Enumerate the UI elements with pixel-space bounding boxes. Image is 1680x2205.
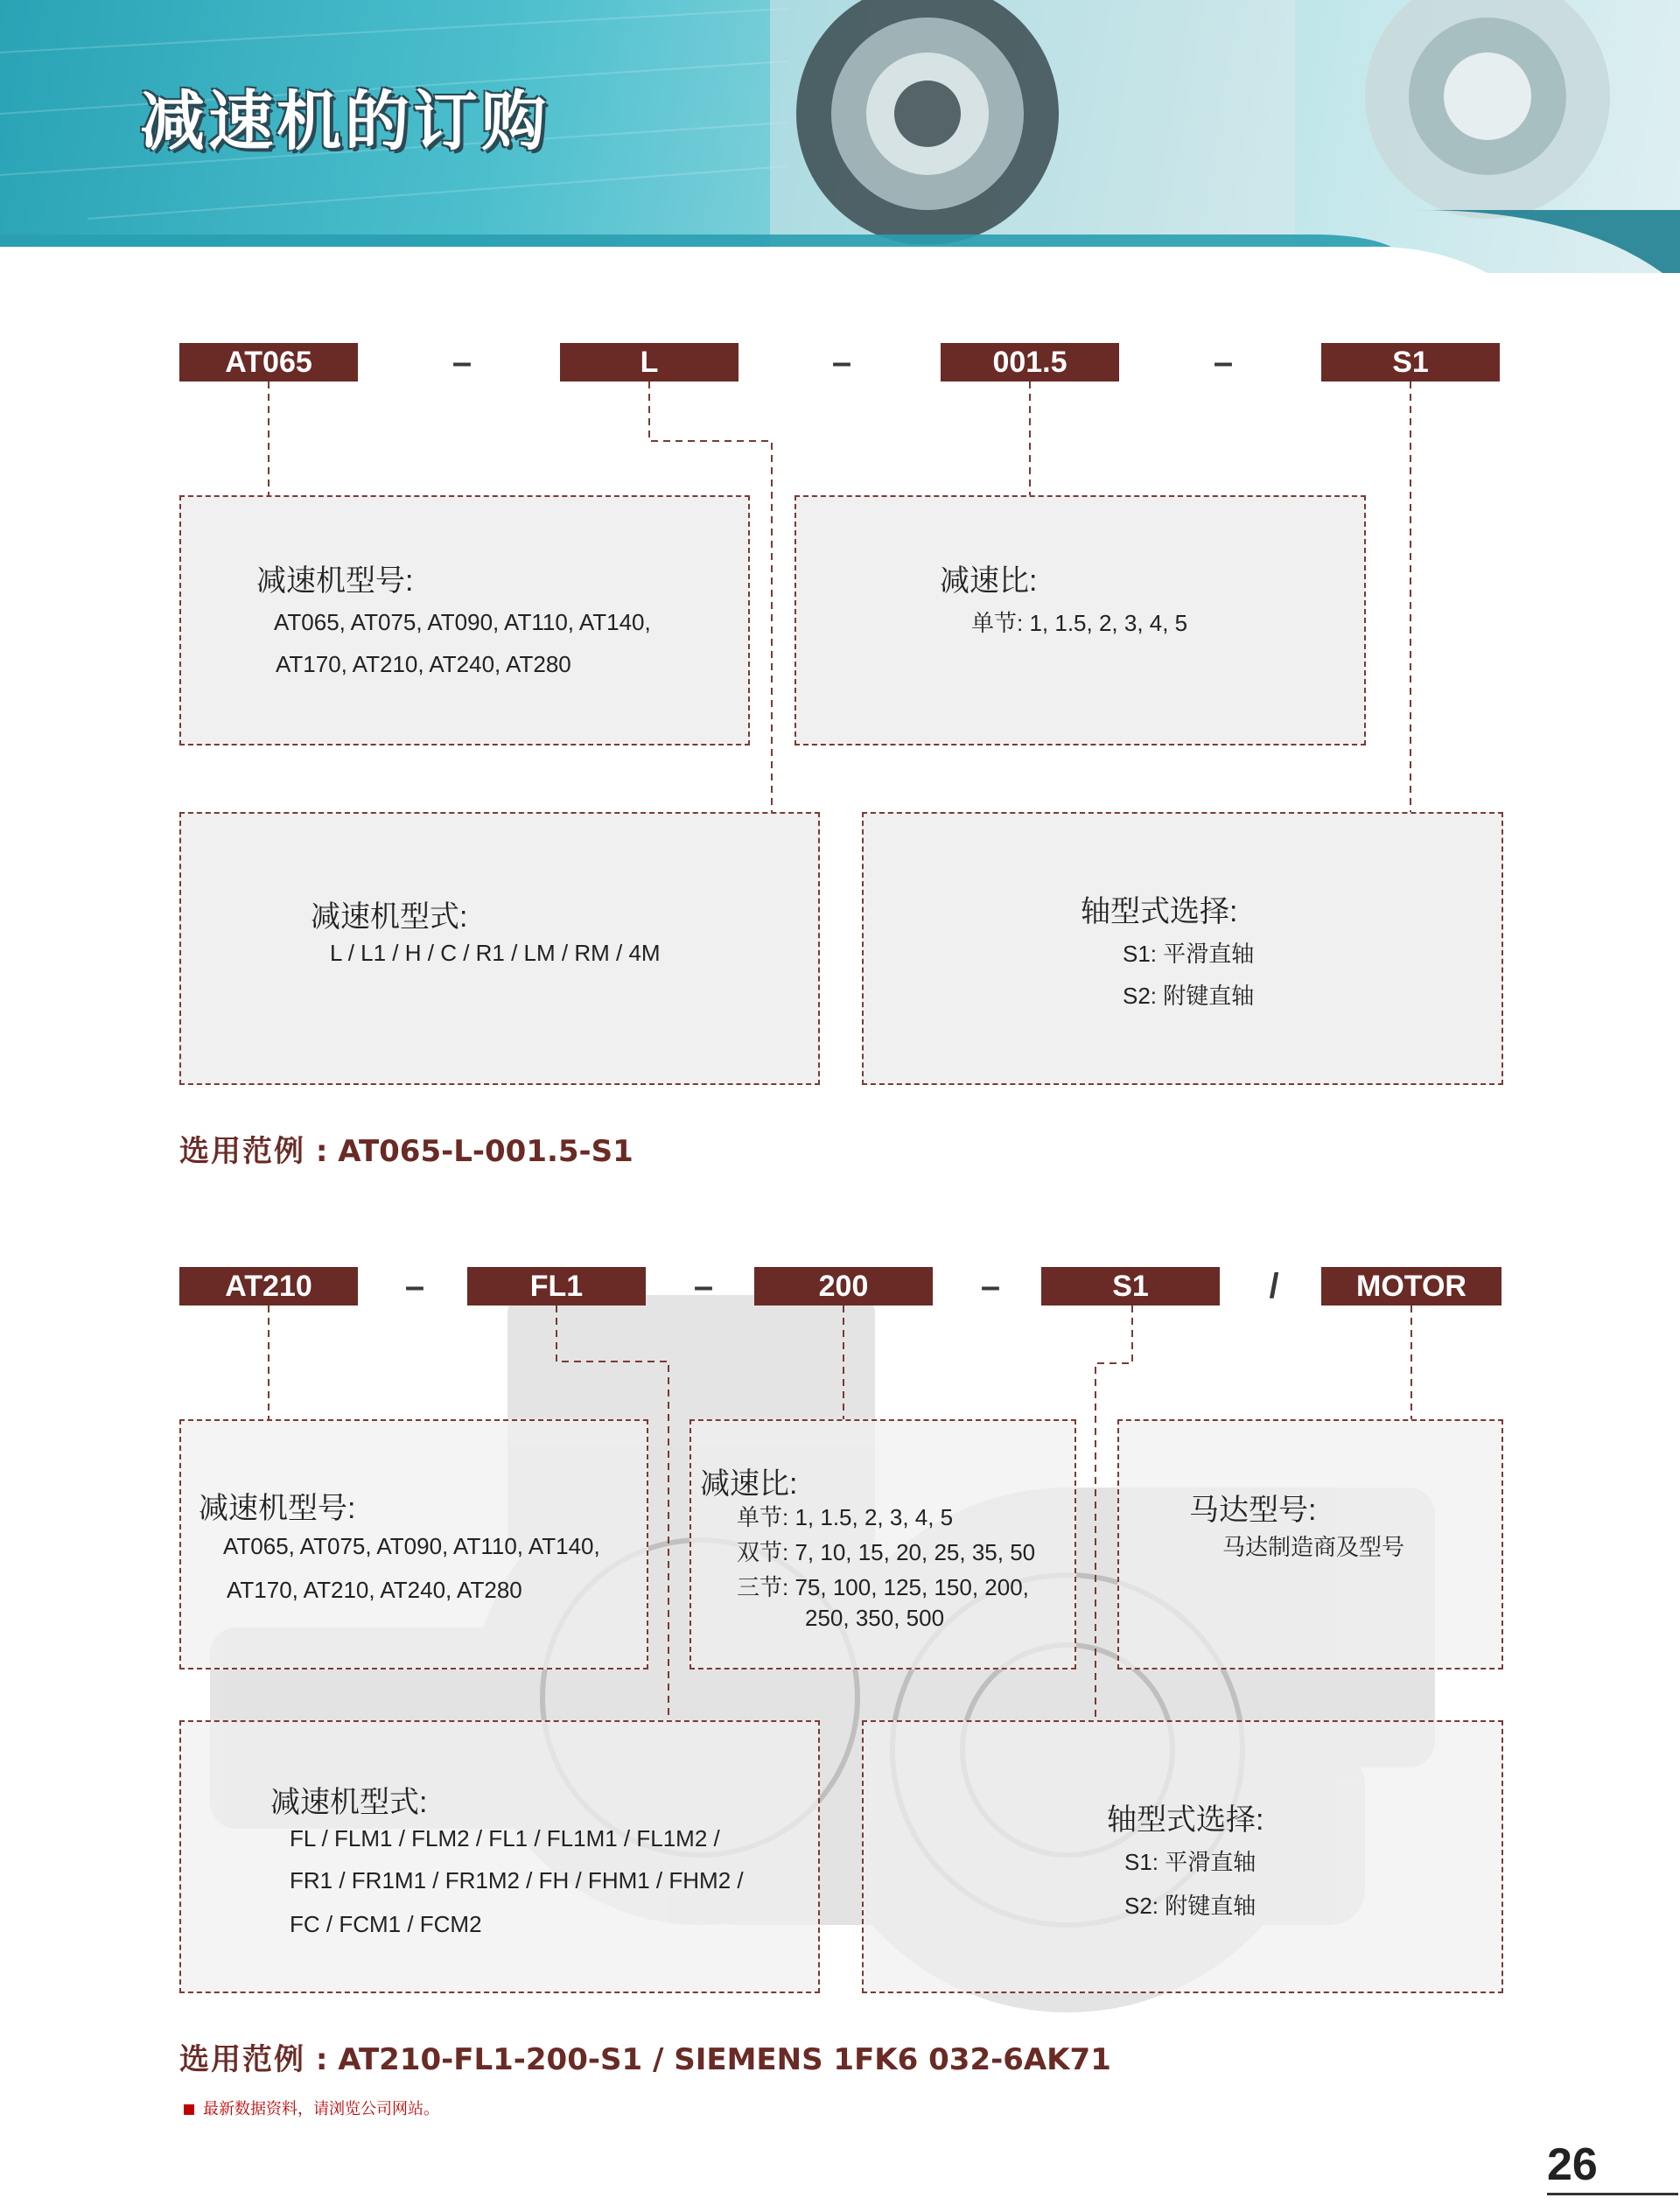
box-line: S1: 平滑直轴 xyxy=(1123,941,1255,967)
box-title: 减速机型号: xyxy=(256,564,414,598)
box-title: 减速比: xyxy=(940,564,1038,598)
info-box-motor xyxy=(1117,1419,1503,1670)
box-line: S2: 附键直轴 xyxy=(1123,983,1255,1009)
info-box-type xyxy=(179,1720,820,1993)
box-title: 减速比: xyxy=(700,1467,798,1501)
order-example-2 xyxy=(179,2035,1111,2078)
box-line: AT065, AT075, AT090, AT110, AT140, xyxy=(274,609,651,635)
footnote xyxy=(184,2096,439,2119)
page-number-underline xyxy=(1547,2193,1678,2195)
example-value: : AT065-L-001.5-S1 xyxy=(315,1134,634,1169)
box-line: FC / FCM1 / FCM2 xyxy=(290,1911,482,1937)
info-box-model xyxy=(179,1419,648,1670)
footnote-text: 最新数据资料，请浏览公司网站。 xyxy=(203,2100,439,2118)
box-line: 三节: 75, 100, 125, 150, 200, xyxy=(737,1574,1029,1600)
box-line: 双节: 7, 10, 15, 20, 25, 35, 50 xyxy=(737,1539,1036,1565)
example-label: 选用范例 xyxy=(179,1134,305,1169)
code-shaft: S1 xyxy=(1321,343,1500,382)
page-number: 26 xyxy=(1547,2139,1598,2190)
code-separator: – xyxy=(980,1267,1001,1306)
box-line: 单节: 1, 1.5, 2, 3, 4, 5 xyxy=(737,1504,954,1530)
example-value: : AT210-FL1-200-S1 / SIEMENS 1FK6 032-6AK71 xyxy=(315,2042,1111,2077)
code-model: AT210 xyxy=(179,1267,358,1306)
box-title: 减速机型式: xyxy=(311,900,468,934)
box-line: AT065, AT075, AT090, AT110, AT140, xyxy=(223,1533,600,1559)
box-line: AT170, AT210, AT240, AT280 xyxy=(276,651,571,677)
bullet-square-icon xyxy=(184,2104,194,2115)
info-box-shaft xyxy=(862,1720,1503,1993)
box-line: S1: 平滑直轴 xyxy=(1124,1849,1256,1875)
code-type: L xyxy=(560,343,738,382)
code-separator: – xyxy=(404,1267,425,1306)
code-separator: – xyxy=(452,343,472,382)
code-separator: / xyxy=(1269,1267,1279,1306)
code-model: AT065 xyxy=(179,343,358,382)
example-label: 选用范例 xyxy=(179,2042,305,2077)
code-separator: – xyxy=(693,1267,714,1306)
box-line: L / L1 / H / C / R1 / LM / RM / 4M xyxy=(330,940,661,966)
code-motor: MOTOR xyxy=(1321,1267,1502,1306)
page-title: 减速机的订购 xyxy=(140,84,550,159)
code-ratio: 200 xyxy=(754,1267,933,1306)
box-title: 减速机型号: xyxy=(199,1492,356,1525)
box-line: FL / FLM1 / FLM2 / FL1 / FL1M1 / FL1M2 / xyxy=(290,1825,720,1852)
box-title: 轴型式选择: xyxy=(1107,1803,1264,1837)
box-line: FR1 / FR1M1 / FR1M2 / FH / FHM1 / FHM2 / xyxy=(290,1867,744,1894)
code-shaft: S1 xyxy=(1041,1267,1220,1306)
box-title: 减速机型式: xyxy=(270,1786,428,1819)
code-ratio: 001.5 xyxy=(941,343,1119,382)
box-line: 单节: 1, 1.5, 2, 3, 4, 5 xyxy=(971,610,1188,636)
code-separator: – xyxy=(831,343,852,382)
info-box-ratio xyxy=(690,1419,1076,1670)
code-type: FL1 xyxy=(467,1267,646,1306)
box-title: 轴型式选择: xyxy=(1081,895,1238,928)
box-line: S2: 附键直轴 xyxy=(1124,1893,1256,1919)
code-separator: – xyxy=(1213,343,1234,382)
box-line: AT170, AT210, AT240, AT280 xyxy=(227,1577,522,1603)
box-line: 250, 350, 500 xyxy=(805,1605,945,1631)
box-title: 马达型号: xyxy=(1189,1494,1317,1527)
box-line: 马达制造商及型号 xyxy=(1222,1534,1405,1560)
